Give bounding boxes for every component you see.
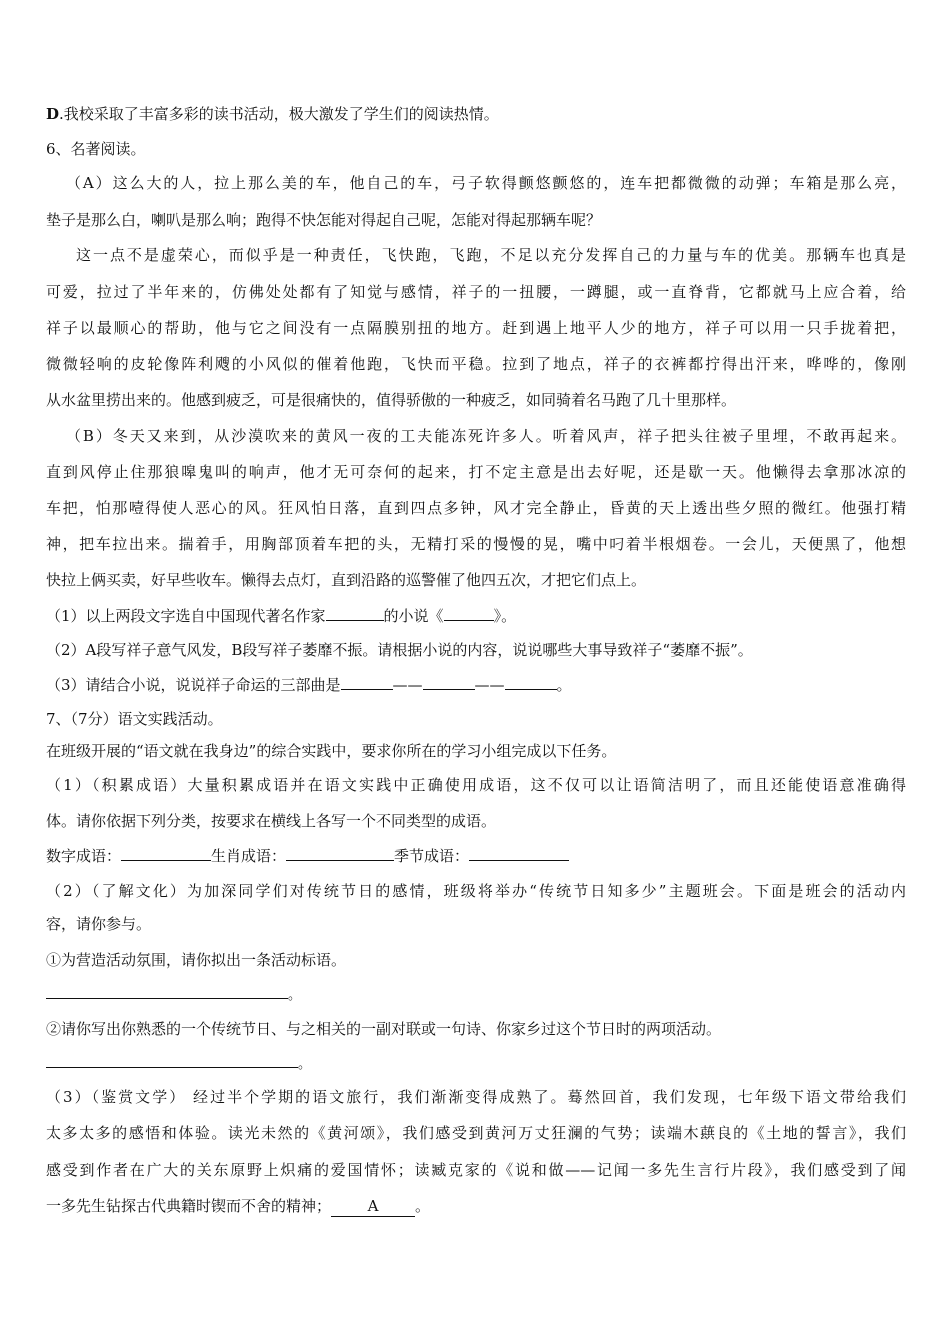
idiom-row (46, 846, 906, 866)
number-idiom-blank[interactable] (121, 846, 211, 861)
idiom-label-zodiac: 生肖成语： (211, 847, 287, 865)
q7-intro: 在班级开展的“语文就在我身边”的综合实践中，要求你所在的学习小组完成以下任务。 (46, 742, 617, 760)
q7-sub3-line: （3）（鉴赏文学） 经过半个学期的语文旅行，我们渐渐变得成熟了。蓦然回首，我们发现，七年级下语文带给我们 (46, 1088, 906, 1106)
q6-sub1-text: 》。 (493, 607, 517, 625)
q7-sub2-line: 容，请你参与。 (46, 915, 152, 933)
q6-passage-b-line: 车把，怕那噎得使人恶心的风。狂风怕日落，直到四点多钟，风才完全静止，昏黄的天上透出些夕照的微红。他强打精 (46, 499, 906, 517)
dash: —— (474, 676, 505, 694)
q6-sub3 (46, 675, 906, 695)
q6-passage-a-line: 可爱，拉过了半年来的，仿佛处处都有了知觉与感情，祥子的一扭腰，一蹲腿，或一直脊背，它都就马上应合着，给 (46, 283, 906, 301)
q6-sub2: （2）A段写祥子意气风发，B段写祥子萎靡不振。请根据小说的内容，说说哪些大事导致祥子“萎靡不振”。 (46, 641, 753, 659)
q6-passage-a-line: （A）这么大的人，拉上那么美的车，他自己的车，弓子软得颤悠颤悠的，连车把都微微的动弹；车箱是那么亮， (66, 174, 906, 192)
q7-sub3-text: 一多先生钻探古代典籍时锲而不舍的精神； (46, 1197, 332, 1215)
festival-answer-row (46, 1053, 906, 1075)
q7-task2: ②请你写出你熟悉的一个传统节日、与之相关的一副对联或一句诗、你家乡过这个节日时的两项活动。 (46, 1020, 722, 1038)
q6-sub3-text: （3）请结合小说，说说祥子命运的三部曲是 (46, 676, 341, 694)
q6-title: 6、名著阅读。 (46, 140, 146, 158)
q6-sub1 (46, 606, 906, 626)
q7-sub3-last-line (46, 1196, 906, 1217)
period: 。 (298, 1057, 312, 1072)
period: 。 (288, 988, 302, 1003)
q6-sub3-text: 。 (556, 676, 572, 694)
fate-stage-2-blank[interactable] (423, 675, 475, 690)
option-d-label: D (46, 105, 60, 123)
author-answer-blank[interactable] (326, 606, 384, 621)
season-idiom-blank[interactable] (469, 846, 569, 861)
q6-sub1-text: 的小说《 (383, 607, 444, 625)
q6-passage-b-line: （B）冬天又来到，从沙漠吹来的黄风一夜的工夫能冻死许多人。听着风声，祥子把头往被子里埋，不敢再起来。 (66, 427, 906, 445)
q7-sub2-line: （2）（了解文化）为加深同学们对传统节日的感情，班级将举办“传统节日知多少”主题班会。下面是班会的活动内 (46, 882, 906, 900)
fate-stage-1-blank[interactable] (341, 675, 393, 690)
q7-title: 7、（7分）语文实践活动。 (46, 710, 223, 728)
option-d-text: .我校采取了丰富多彩的读书活动，极大激发了学生们的阅读热情。 (59, 105, 499, 123)
novel-title-answer-blank[interactable] (444, 606, 494, 621)
dash: —— (392, 676, 423, 694)
q6-passage-a-line: 从水盆里捞出来的。他感到疲乏，可是很痛快的，值得骄傲的一种疲乏，如同骑着名马跑了几十里那样。 (46, 391, 737, 409)
idiom-label-number: 数字成语： (46, 847, 122, 865)
q7-sub1-line: 体。请你依据下列分类，按要求在横线上各写一个不同类型的成语。 (46, 812, 497, 830)
q7-sub1-line: （1）（积累成语）大量积累成语并在语文实践中正确使用成语，这不仅可以让语简洁明了，而且还能使语意准确得 (46, 776, 906, 794)
q7-sub3-line: 感受到作者在广大的关东原野上炽痛的爱国情怀；读臧克家的《说和做——记闻一多先生言行片段》，我们感受到了闻 (46, 1161, 906, 1179)
idiom-label-season: 季节成语： (394, 847, 470, 865)
q7-task1: ①为营造活动氛围，请你拟出一条活动标语。 (46, 951, 347, 969)
q6-passage-a-line: 垫子是那么白，喇叭是那么响；跑得不快怎能对得起自己呢，怎能对得起那辆车呢？ (46, 211, 602, 229)
slogan-answer-row (46, 984, 906, 1006)
q6-passage-b-line: 快拉上俩买卖，好早些收车。懒得去点灯，直到沿路的巡警催了他四五次，才把它们点上。 (46, 571, 647, 589)
zodiac-idiom-blank[interactable] (286, 846, 394, 861)
period: 。 (415, 1197, 431, 1215)
q6-passage-a-line: 祥子以最顺心的帮助，他与它之间没有一点隔膜别扭的地方。赶到遇上地平人少的地方，祥子可以用一只手拢着把， (46, 319, 906, 337)
option-d (46, 104, 906, 124)
slogan-answer-blank[interactable] (46, 984, 288, 999)
festival-answer-blank[interactable] (46, 1053, 298, 1068)
blank-a[interactable]: A (331, 1196, 415, 1217)
q6-passage-b-line: 直到风停止住那狼嗥鬼叫的响声，他才无可奈何的起来，打不定主意是出去好呢，还是歇一天。他懒得去拿那冰凉的 (46, 463, 906, 481)
q6-passage-a-line: 这一点不是虚荣心，而似乎是一种责任，飞快跑，飞跑，不足以充分发挥自己的力量与车的优美。那辆车也真是 (76, 246, 906, 264)
q6-sub1-text: （1）以上两段文字选自中国现代著名作家 (46, 607, 326, 625)
q6-passage-a-line: 微微轻响的皮轮像阵利飕的小风似的催着他跑，飞快而平稳。拉到了地点，祥子的衣裤都拧得出汗来，哗哗的，像刚 (46, 355, 906, 373)
fate-stage-3-blank[interactable] (505, 675, 557, 690)
q6-passage-b-line: 神，把车拉出来。揣着手，用胸部顶着车把的头，无精打采的慢慢的晃，嘴中叼着半根烟卷。一会儿，天便黑了，他想 (46, 535, 906, 553)
q7-sub3-line: 太多太多的感悟和体验。读光未然的《黄河颂》，我们感受到黄河万丈狂澜的气势；读端木蕻良的《土地的誓言》，我们 (46, 1124, 906, 1142)
